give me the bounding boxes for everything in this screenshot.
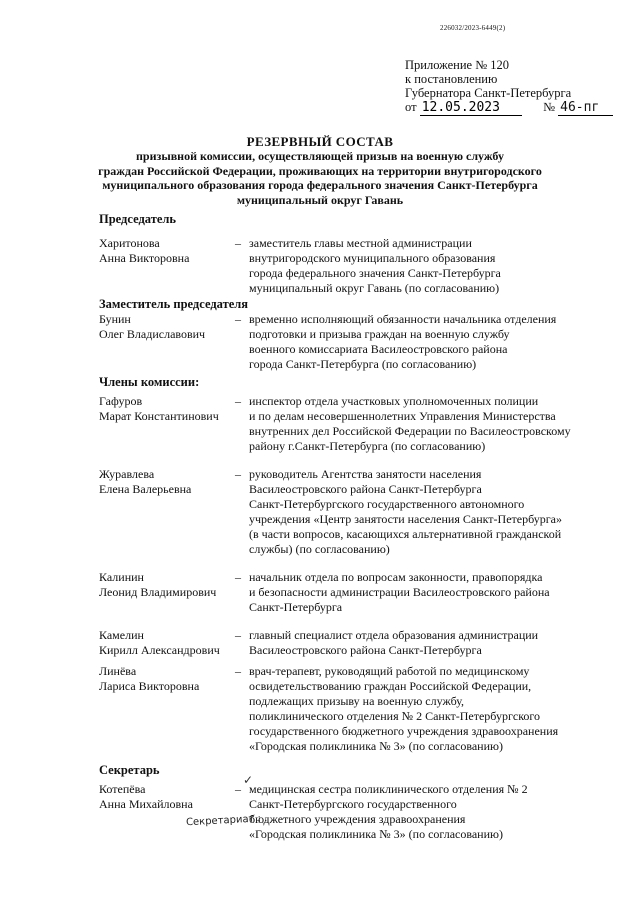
- member-chair: [99, 236, 619, 296]
- dash: –: [235, 467, 241, 481]
- member-role: временно исполняющий обязанности начальника отделения подготовки и призыва граждан на военную службу военного комиссариата Василеостровского района города Санкт-Петербурга (по согласованию): [249, 312, 557, 371]
- section-members: Члены комиссии:: [99, 375, 200, 389]
- decree-number: 46-пг: [558, 100, 613, 116]
- section-deputy: Заместитель председателя: [99, 297, 249, 311]
- member-name: Калинин Леонид Владимирович: [99, 570, 217, 599]
- dash: –: [235, 664, 241, 678]
- number-prefix: №: [543, 100, 556, 114]
- dash: –: [235, 394, 241, 408]
- document-title: РЕЗЕРВНЫЙ СОСТАВ: [246, 134, 394, 149]
- member-name: Котепёва Анна Михайловна: [99, 782, 193, 811]
- date-prefix: от: [405, 100, 417, 114]
- member-name: Гафуров Марат Константинович: [99, 394, 219, 423]
- member-role: заместитель главы местной администрации внутригородского муниципального образования города федерального значения Санкт-Петербурга муниципальный округ Гавань (по согласованию): [249, 236, 501, 295]
- member-item: [99, 664, 619, 754]
- member-name: Журавлева Елена Валерьевна: [99, 467, 192, 496]
- section-chair: Председатель: [99, 212, 177, 226]
- dash: –: [235, 570, 241, 584]
- dash: –: [235, 236, 241, 250]
- member-name: Харитонова Анна Викторовна: [99, 236, 190, 265]
- member-role: врач-терапевт, руководящий работой по медицинскому освидетельствованию граждан Российской Федерации, подлежащих призыву на военную службу, поликлинического отделения № 2 Санкт-Петербургского государственного бюджетного учреждения здравоохранения «Городская поликлиника № 3» (по согласованию): [249, 664, 559, 753]
- dash: –: [235, 312, 241, 326]
- member-item: [99, 628, 619, 658]
- decree-date: 12.05.2023: [420, 100, 522, 116]
- subtitle-line: призывной комиссии, осуществляющей призыв на военную службу: [136, 149, 504, 163]
- document-subtitle: [0, 149, 640, 207]
- member-role: начальник отдела по вопросам законности, правопорядка и безопасности администрации Василеостровского района Санкт-Петербурга: [249, 570, 550, 614]
- member-item: [99, 570, 619, 615]
- subtitle-line: муниципального образования города федерального значения Санкт-Петербурга: [102, 178, 538, 192]
- handwritten-mark: ✓: [243, 773, 254, 787]
- dash: –: [235, 628, 241, 642]
- secretariat-signature: Секретариат ; . .: [185, 812, 274, 829]
- section-secretary: Секретарь: [99, 763, 160, 777]
- member-role: главный специалист отдела образования администрации Василеостровского района Санкт-Петербурга: [249, 628, 539, 657]
- appendix-governor: Губернатора Санкт-Петербурга: [405, 86, 572, 100]
- member-role: руководитель Агентства занятости населения Василеостровского района Санкт-Петербурга Санкт-Петербургского государственного автономного учреждения «Центр занятости населения Санкт-Петербурга» (в части вопросов, касающихся альтернативной гражданской службы) (по согласованию): [249, 467, 562, 556]
- subtitle-line: муниципальный округ Гавань: [236, 192, 404, 207]
- member-item: [99, 467, 619, 557]
- member-secretary: [99, 782, 619, 842]
- appendix-date-line: [405, 100, 625, 115]
- member-deputy: [99, 312, 619, 372]
- member-name: Линёва Лариса Викторовна: [99, 664, 200, 693]
- member-item: [99, 394, 619, 454]
- member-name: Камелин Кирилл Александрович: [99, 628, 220, 657]
- subtitle-line: граждан Российской Федерации, проживающих на территории внутригородского: [98, 163, 542, 178]
- member-role: инспектор отдела участковых уполномоченных полиции и по делам несовершеннолетних Управления Министерства внутренних дел Российской Федерации по Василеостровскому району г.Санкт-Петербурга (по согласованию): [249, 394, 571, 453]
- appendix-number: Приложение № 120: [405, 58, 510, 72]
- member-role: медицинская сестра поликлинического отделения № 2 Санкт-Петербургского государственного бюджетного учреждения здравоохранения «Городская поликлиника № 3» (по согласованию): [249, 782, 528, 841]
- commission-list: [99, 212, 619, 842]
- member-name: Бунин Олег Владиславович: [99, 312, 206, 341]
- dash: –: [235, 782, 241, 796]
- document-code: 226032/2023-6449(2): [440, 24, 506, 32]
- appendix-header: [405, 58, 625, 115]
- appendix-to-decree: к постановлению: [405, 72, 498, 86]
